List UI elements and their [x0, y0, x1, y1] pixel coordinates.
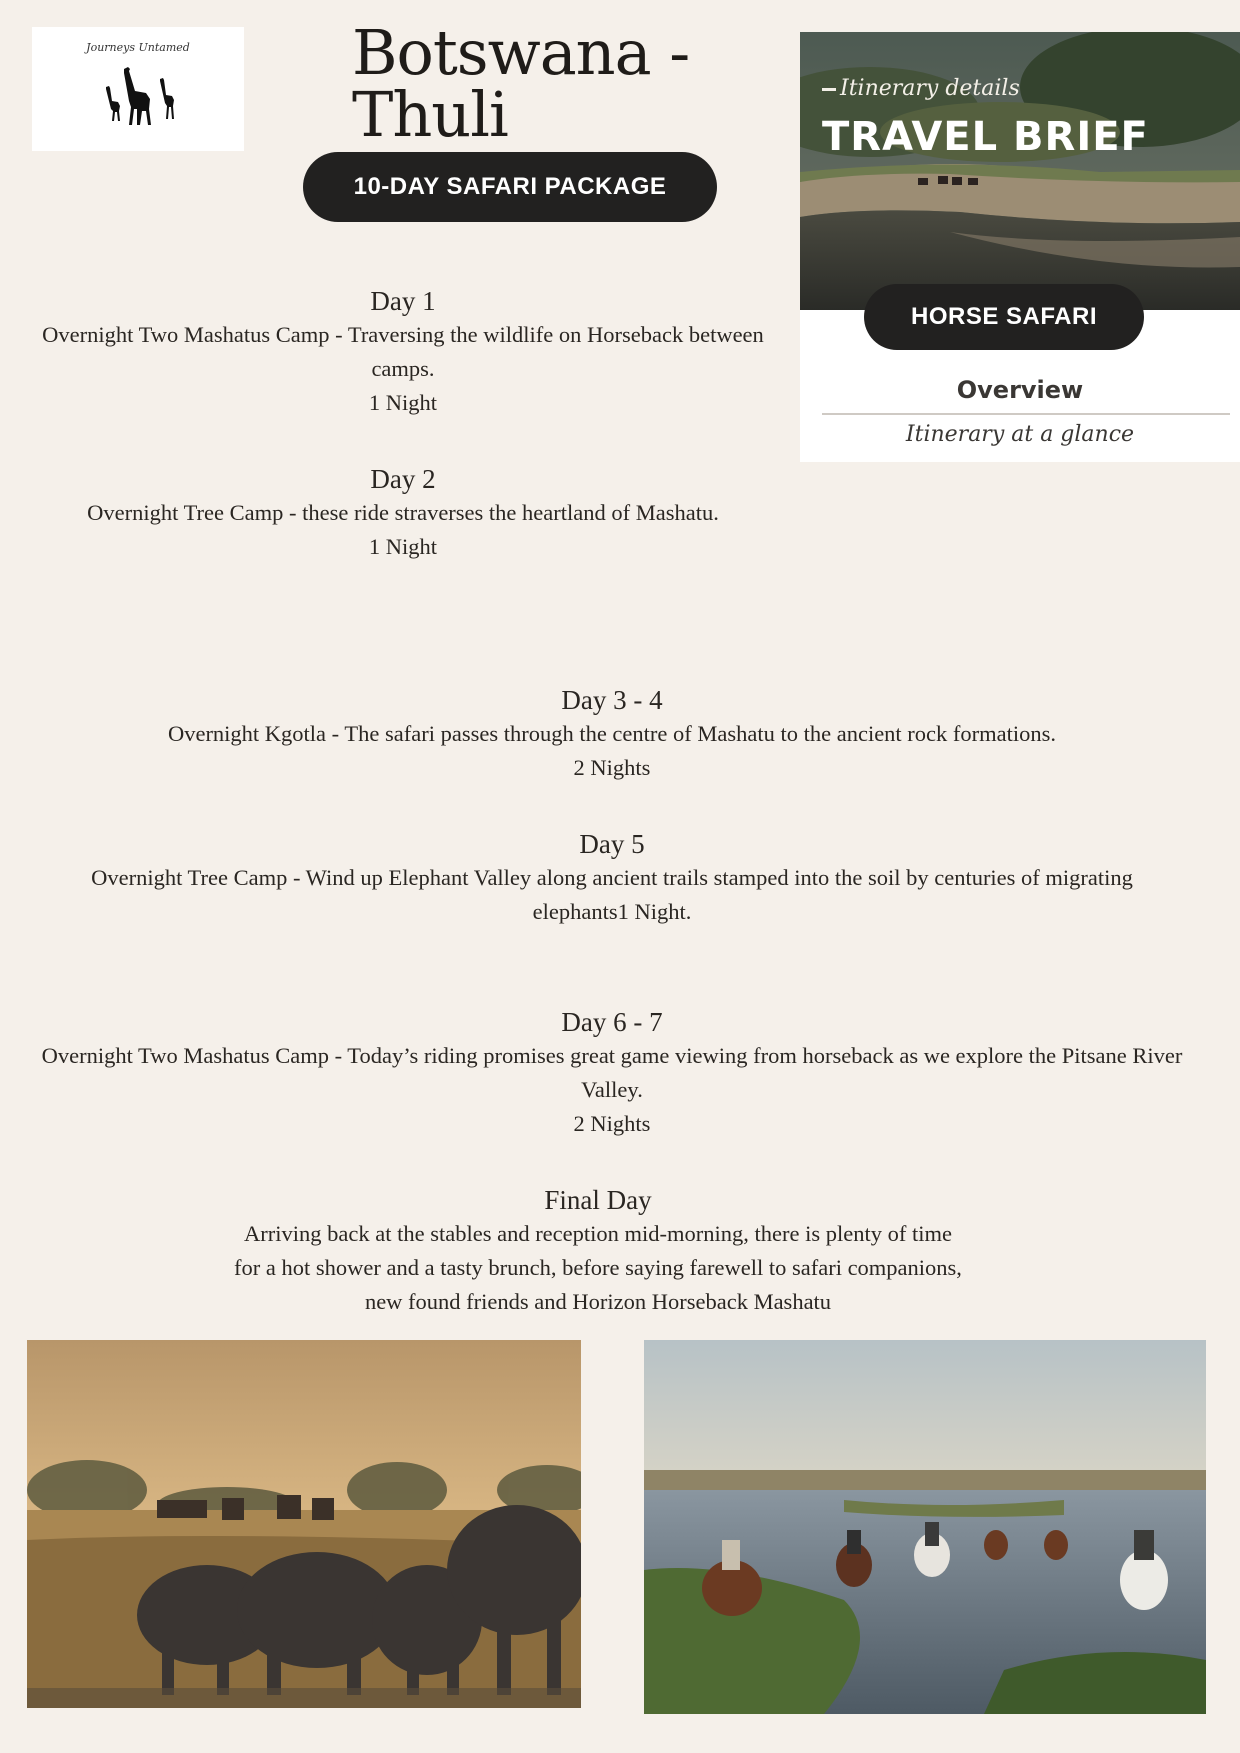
river-riders-photo — [800, 32, 1240, 310]
logo-text: Journeys Untamed — [86, 41, 190, 54]
horse-safari-badge: HORSE SAFARI — [864, 284, 1144, 350]
day-nights: 2 Nights — [573, 755, 651, 780]
day-description: Overnight Kgotla - The safari passes through the centre of Mashatu to the ancient rock formations. — [167, 721, 1057, 746]
logo — [32, 27, 244, 151]
elephants-photo — [27, 1340, 581, 1708]
day-heading: Day 2 — [370, 464, 436, 494]
day-description-line: for a hot shower and a tasty brunch, before saying farewell to safari companions, — [234, 1255, 962, 1280]
day-block — [27, 683, 1197, 785]
giraffe-silhouette-icon — [102, 65, 178, 129]
overview-heading: Overview — [956, 376, 1084, 404]
travel-brief-title: TRAVEL BRIEF — [822, 114, 1149, 160]
itinerary-glance: Itinerary at a glance — [905, 422, 1135, 447]
day-description: Overnight Two Mashatus Camp - Traversing the wildlife on Horseback between camps. — [42, 322, 764, 381]
day-description: Overnight Tree Camp - Wind up Elephant Valley along ancient trails stamped into the soil by centuries of migrating elephants1 Night. — [91, 865, 1133, 924]
day-block — [27, 1183, 1169, 1319]
day-description: Overnight Tree Camp - these ride straverses the heartland of Mashatu. — [87, 500, 719, 525]
travel-brief-card — [800, 32, 1240, 462]
title-line-2: Thuli — [352, 78, 508, 151]
day-nights: 2 Nights — [573, 1111, 651, 1136]
day-block — [27, 1005, 1197, 1141]
day-block — [60, 827, 1164, 929]
day-nights: 1 Night — [368, 534, 438, 559]
package-badge: 10-DAY SAFARI PACKAGE — [303, 152, 717, 222]
day-heading: Final Day — [544, 1185, 652, 1215]
page-title — [352, 16, 772, 151]
itinerary-subtitle: Itinerary details — [822, 76, 1020, 101]
riders-in-water-photo — [644, 1340, 1206, 1714]
day-block — [27, 284, 779, 420]
day-nights: 1 Night — [368, 390, 438, 415]
day-description-line: new found friends and Horizon Horseback Mashatu — [364, 1289, 832, 1314]
day-heading: Day 3 - 4 — [561, 685, 663, 715]
day-heading: Day 6 - 7 — [561, 1007, 663, 1037]
day-block — [27, 462, 779, 564]
day-heading: Day 5 — [579, 829, 645, 859]
title-line-1: Botswana - — [352, 16, 690, 89]
day-description-line: Arriving back at the stables and reception mid-morning, there is plenty of time — [244, 1221, 952, 1246]
overview-divider — [822, 413, 1230, 415]
day-description: Overnight Two Mashatus Camp - Today’s riding promises great game viewing from horseback as we explore the Pitsane River Valley. — [41, 1043, 1183, 1102]
day-heading: Day 1 — [370, 286, 436, 316]
